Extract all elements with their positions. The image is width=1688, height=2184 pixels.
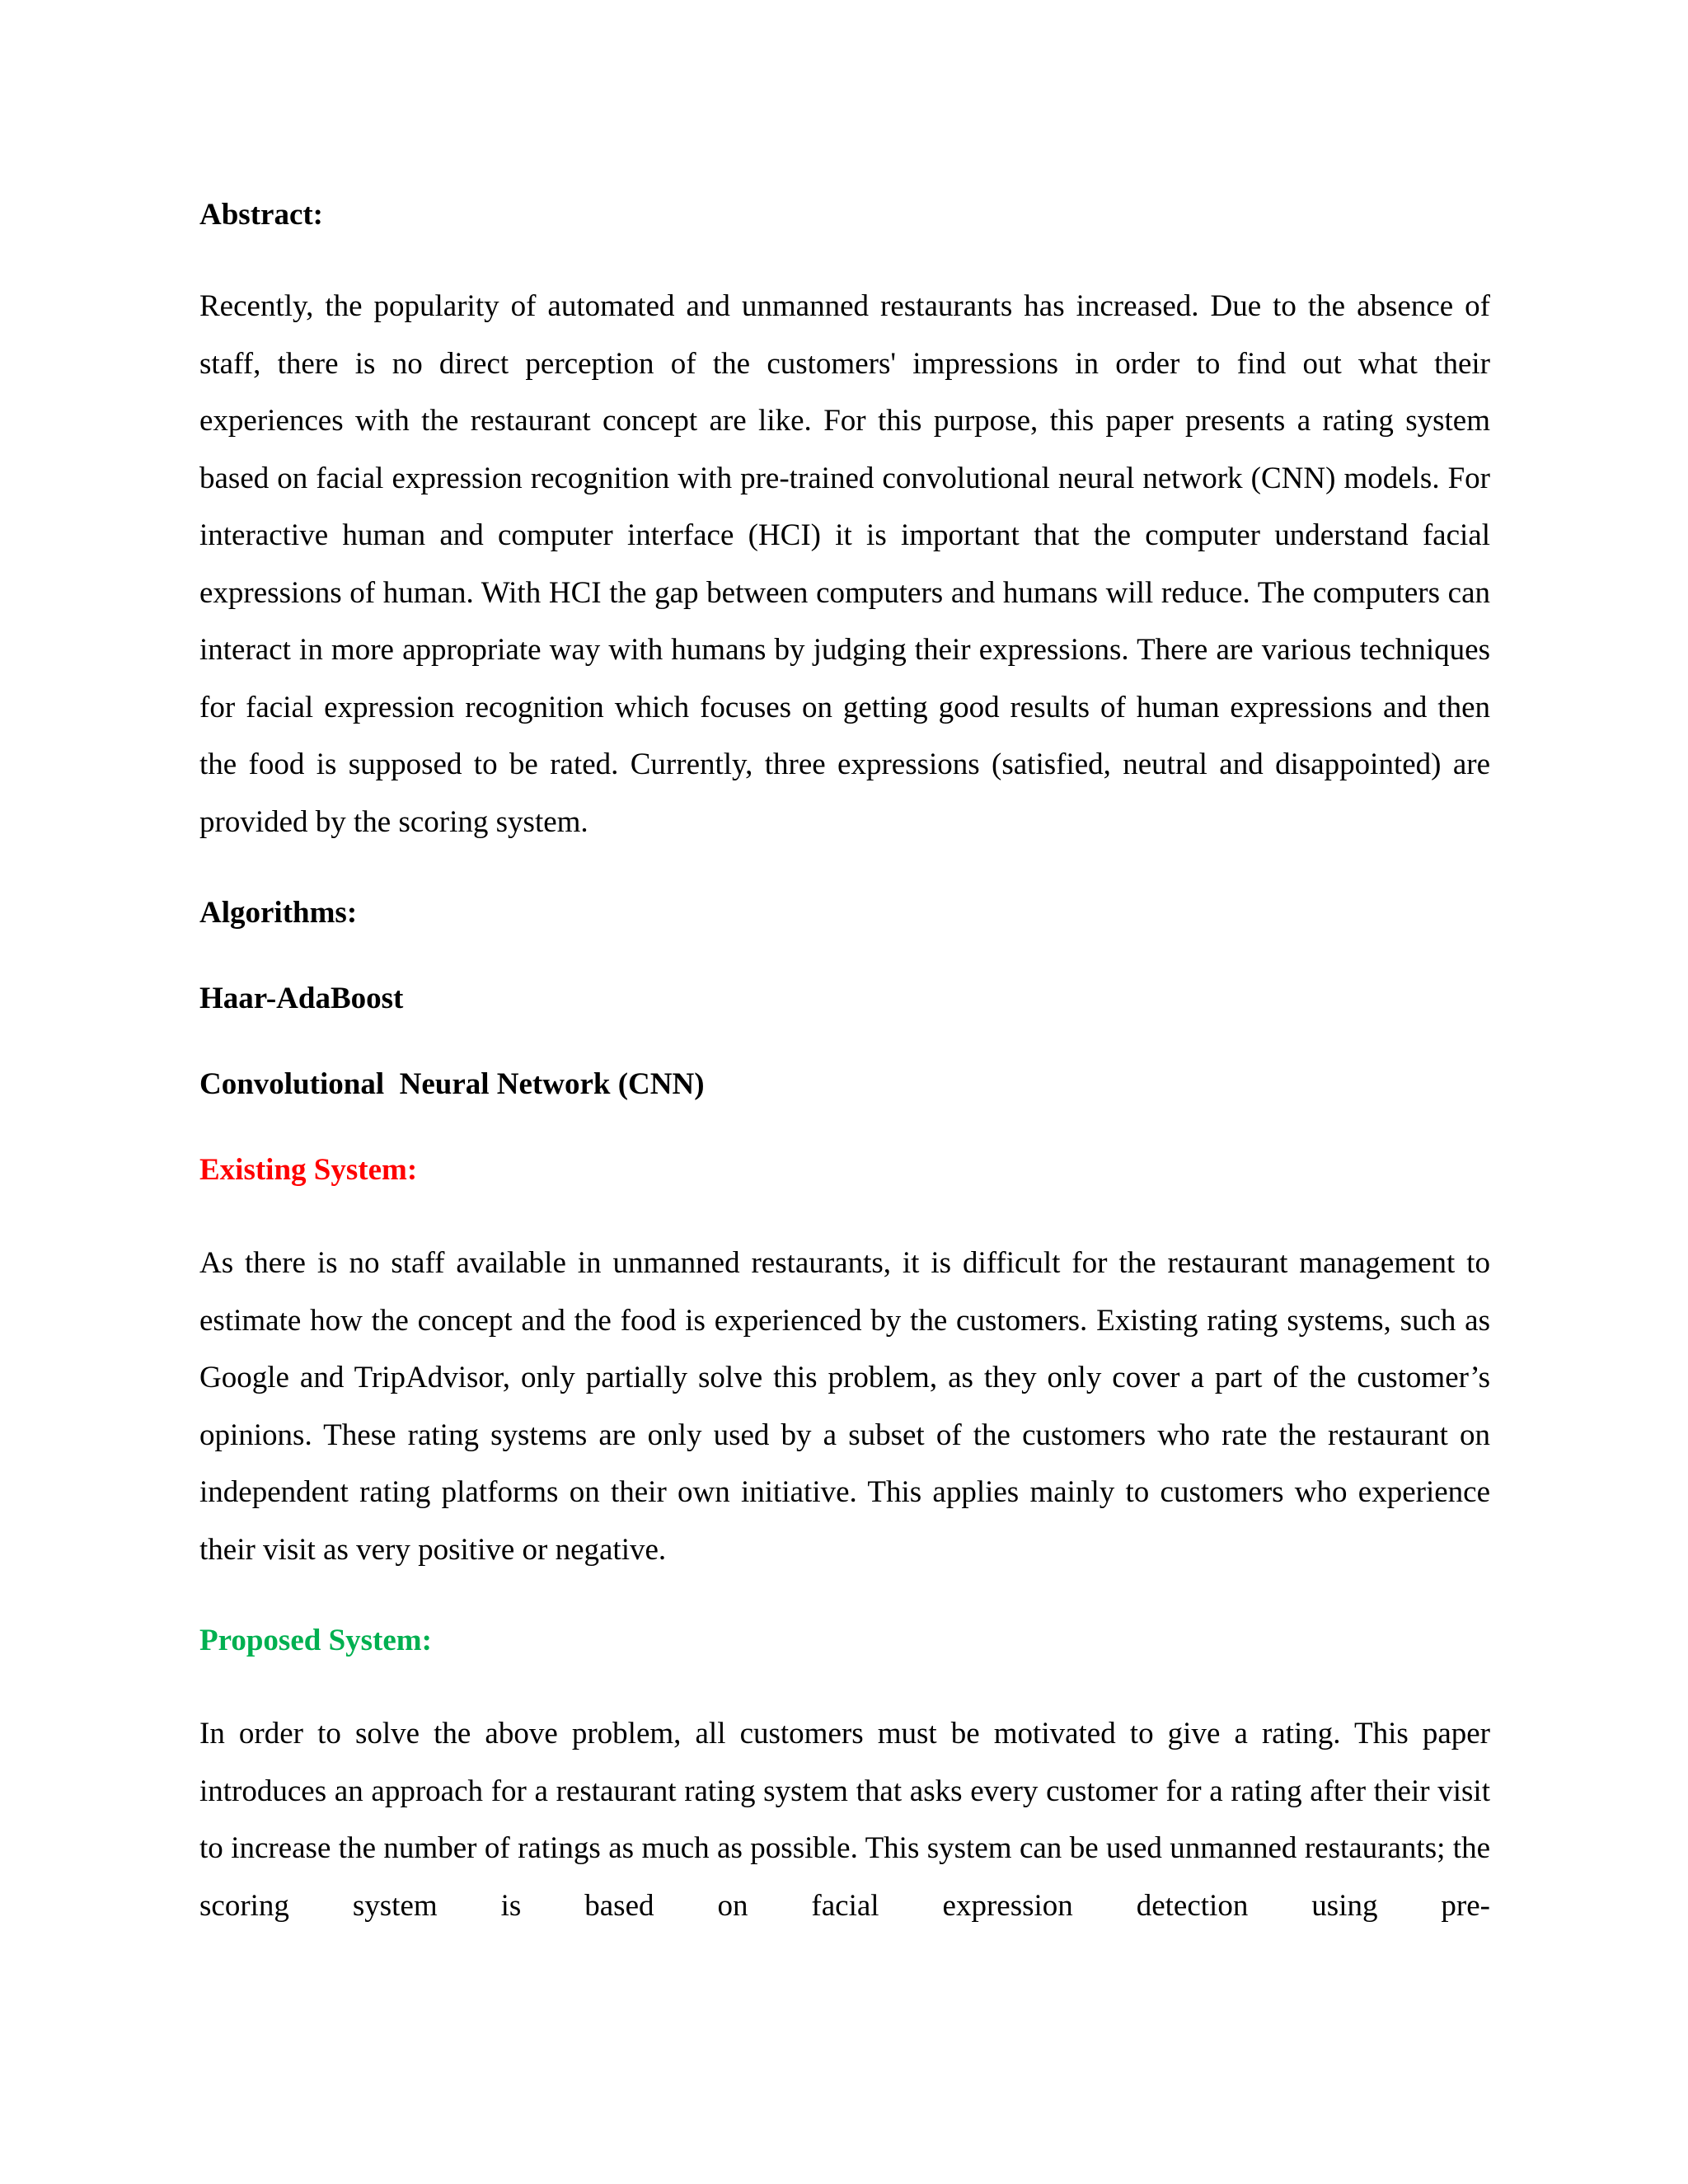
- existing-system-heading: Existing System:: [199, 1153, 418, 1187]
- algorithms-heading: Algorithms:: [199, 896, 358, 930]
- abstract-paragraph: Recently, the popularity of automated and unmanned restaurants has increased. Due to the absence of staff, there is no direct perception of the customers' impressions in order to find out what their experiences with the restaurant concept are like. For this purpose, this paper presents a rating system based on facial expression recognition with pre-trained convolutional neural network (CNN) models. For interactive human and computer interface (HCI) it is important that the computer understand facial expressions of human. With HCI the gap between computers and humans will reduce. The computers can interact in more appropriate way with humans by judging their expressions. There are various techniques for facial expression recognition which focuses on getting good results of human expressions and then the food is supposed to be rated. Currently, three expressions (satisfied, neutral and disappointed) are provided by the scoring system.: [199, 289, 1490, 839]
- abstract-heading: Abstract:: [199, 198, 324, 232]
- algorithm-item-haar-adaboost: Haar-AdaBoost: [199, 982, 404, 1015]
- proposed-system-paragraph: In order to solve the above problem, all customers must be motivated to give a rating. This paper introduces an approach for a restaurant rating system that asks every customer for a rating after their visit to increase the number of ratings as much as possible. This system can be used unmanned restaurants; the scoring system is based on facial expression detection using pre-: [199, 1717, 1490, 1923]
- proposed-system-heading: Proposed System:: [199, 1624, 432, 1657]
- existing-system-paragraph: As there is no staff available in unmanned restaurants, it is difficult for the restaurant management to estimate how the concept and the food is experienced by the customers. Existing rating systems, such as Google and TripAdvisor, only partially solve this problem, as they only cover a part of the customer’s opinions. These rating systems are only used by a subset of the customers who rate the restaurant on independent rating platforms on their own initiative. This applies mainly to customers who experience their visit as very positive or negative.: [199, 1246, 1490, 1567]
- algorithm-item-cnn: Convolutional Neural Network (CNN): [199, 1067, 705, 1101]
- document-page: [199, 194, 1490, 1934]
